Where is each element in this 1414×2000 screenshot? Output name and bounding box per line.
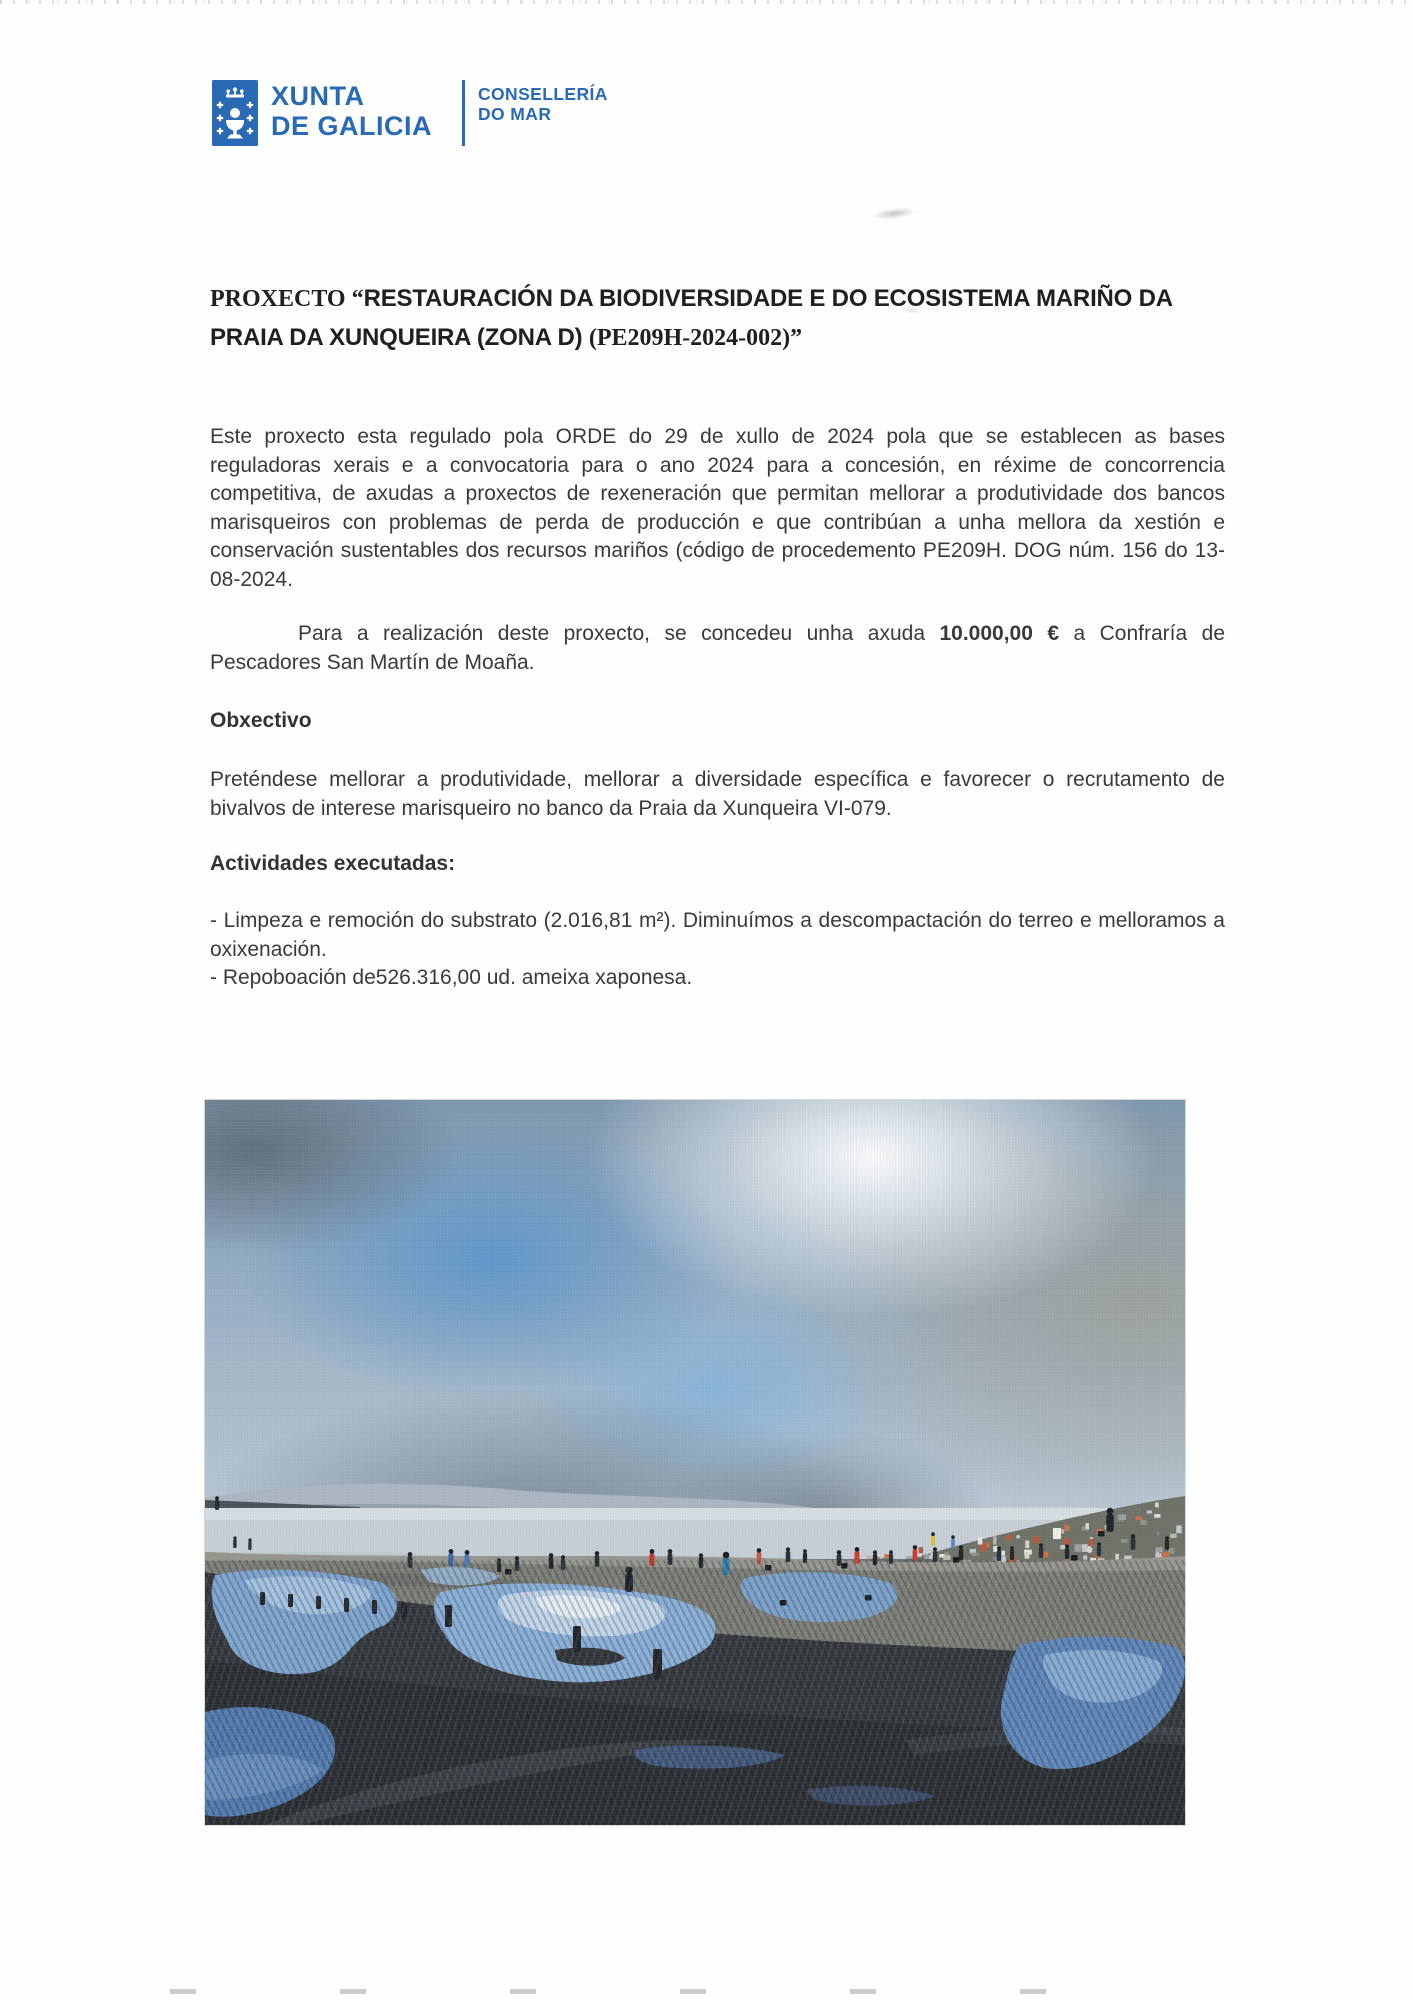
title-prefix: PROXECTO “: [210, 286, 364, 312]
project-photo: [205, 1100, 1185, 1825]
grant-paragraph: [210, 620, 1225, 677]
logo-divider: [462, 80, 465, 146]
title-line2: PRAIA DA XUNQUEIRA (ZONA D): [210, 323, 589, 351]
objective-heading: Obxectivo: [210, 709, 312, 732]
brand-line2: DE GALICIA: [271, 111, 433, 141]
header-logo: [212, 80, 632, 146]
scan-noise-bottom: [170, 1989, 1180, 1994]
brand-line1: XUNTA: [271, 81, 365, 111]
department-line2: DO MAR: [478, 104, 552, 124]
intro-paragraph: Este proxecto esta regulado pola ORDE do 29 de xullo de 2024 pola que se establecen as bases reguladoras xerais e a convocatoria para o ano 2024 para a concesión, en réxime de concorrencia competitiva, de axudas a proxectos de rexeneración que permitan mellorar a produtividade dos bancos marisqueiros con problemas de perda de producción e que contribúan a unha mellora da xestión e conservación sustentables dos recursos mariños (código de procedemento PE209H. DOG núm. 156 do 13-08-2024.: [210, 425, 1225, 591]
pencil-smudge: [871, 205, 916, 221]
department-line1: CONSELLERÍA: [478, 84, 608, 104]
title-line1: RESTAURACIÓN DA BIODIVERSIDADE E DO ECOSISTEMA MARIÑO DA: [363, 285, 1173, 312]
xunta-logo-wordmark: [271, 81, 432, 141]
grant-amount: 10.000,00 €: [939, 622, 1060, 645]
photo-scene: [205, 1100, 1185, 1825]
xunta-de-galicia-emblem-icon: [212, 80, 258, 146]
activity-item: - Limpeza e remoción do substrato (2.016,81 m²). Diminuímos a descompactación do terreo e melloramos a oxixenación.: [210, 909, 1225, 961]
grant-text-start: Para a realización deste proxecto, se concedeu unha axuda: [298, 622, 940, 645]
scan-noise-top: [0, 0, 1414, 4]
title-code: (PE209H-2024-002)”: [588, 324, 803, 351]
activities-list: [210, 907, 1225, 993]
activities-heading: Actividades executadas:: [210, 852, 456, 875]
grant-text-end: a Confraría de Pescadores San Martín de Moaña.: [210, 622, 1225, 674]
objective-paragraph: Preténdese mellorar a produtividade, mellorar a diversidade específica e favorecer o recrutamento de bivalvos de interese marisqueiro no banco da Praia da Xunqueira VI-079.: [210, 768, 1225, 820]
activity-item: - Repoboación de526.316,00 ud. ameixa xaponesa.: [210, 966, 693, 990]
page-title: [210, 280, 1225, 357]
department-name: [478, 84, 608, 124]
